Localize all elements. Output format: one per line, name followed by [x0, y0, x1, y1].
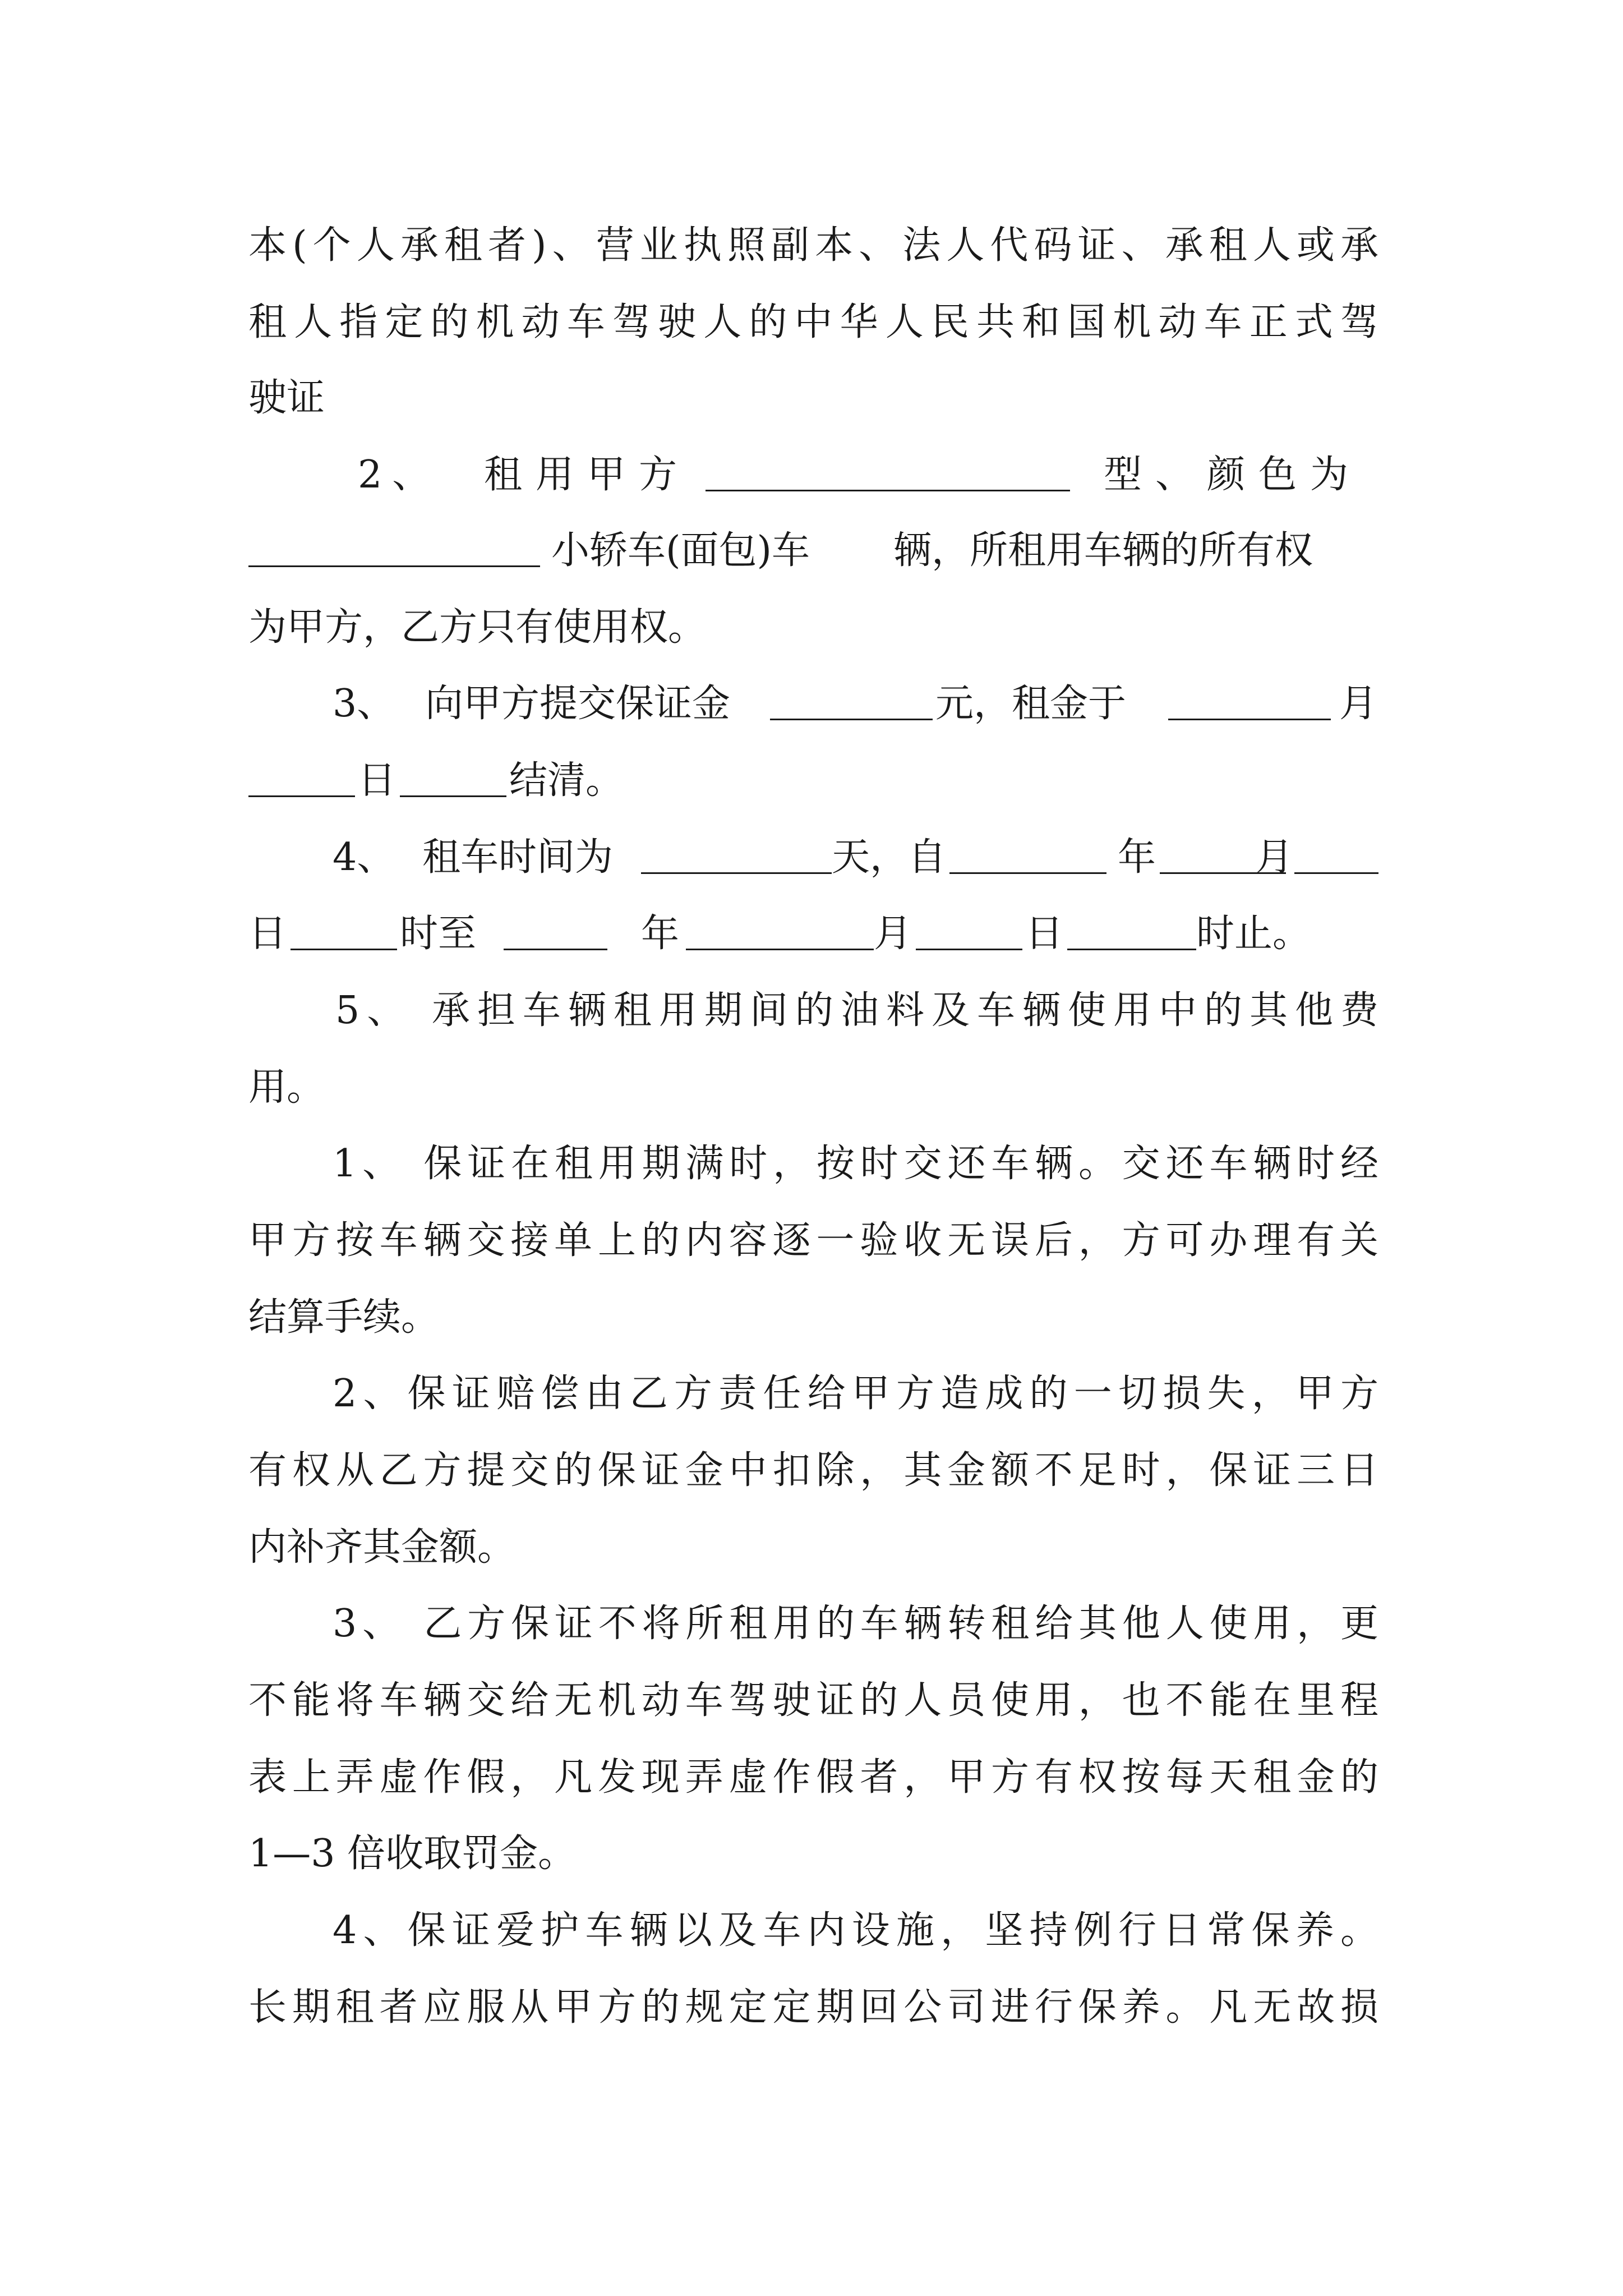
item-number: 2、	[358, 453, 441, 497]
fill-blank	[248, 763, 355, 797]
fill-blank	[916, 916, 1022, 950]
fill-blank	[686, 916, 874, 950]
item-number: 3、	[333, 682, 395, 726]
text-line: 为甲方，乙方只有使用权。	[248, 605, 707, 650]
text-segment: 月	[1255, 835, 1294, 880]
text-line: 用。	[248, 1065, 325, 1110]
fill-blank	[1294, 840, 1378, 874]
text-line: 驶证	[248, 376, 325, 420]
text-segment: 日	[248, 912, 287, 956]
text-segment: 小轿车(面包)车	[551, 528, 810, 573]
text-line: 长期租者应服从甲方的规定定期回公司进行保养。凡无故损	[248, 1985, 1378, 2030]
text-segment: 天，自	[832, 835, 947, 880]
text-line	[248, 517, 1378, 585]
text-segment: 月	[1339, 682, 1378, 726]
text-line: 4、保证爱护车辆以及车内设施，坚持例行日常保养。	[333, 1908, 1378, 1953]
text-line: 1、 保证在租用期满时，按时交还车辆。交还车辆时经	[333, 1142, 1378, 1186]
text-line: 有权从乙方提交的保证金中扣除，其金额不足时，保证三日	[248, 1448, 1378, 1493]
fill-blank	[949, 840, 1106, 874]
text-line: 内补齐其金额。	[248, 1525, 516, 1570]
text-segment: 时至	[400, 912, 477, 956]
text-segment: 日	[1025, 912, 1064, 956]
text-segment: 结清。	[509, 758, 624, 803]
text-segment: 年	[1118, 835, 1156, 880]
text-segment: 元，租金于	[935, 682, 1127, 726]
fill-blank	[400, 763, 506, 797]
text-line: 2、保证赔偿由乙方责任给甲方造成的一切损失，甲方	[333, 1372, 1378, 1416]
text-line	[248, 747, 1378, 815]
text-segment: 日	[358, 758, 396, 803]
text-line	[248, 900, 1378, 968]
text-segment: 向甲方提交保证金	[425, 682, 731, 726]
text-line: 结算手续。	[248, 1295, 440, 1340]
fill-blank	[1067, 916, 1196, 950]
text-segment: 年	[641, 912, 680, 956]
text-segment: 租车时间为	[422, 835, 614, 880]
text-line: 租人指定的机动车驾驶人的中华人民共和国机动车正式驾	[248, 300, 1378, 344]
text-line: 不能将车辆交给无机动车驾驶证的人员使用，也不能在里程	[248, 1678, 1378, 1723]
fill-blank	[504, 916, 607, 950]
text-segment: 辆，所租用车辆的所有权	[893, 528, 1313, 573]
item-number: 4、	[333, 835, 395, 880]
text-segment: 型、颜色为	[1104, 453, 1362, 497]
fill-blank	[291, 916, 397, 950]
text-line: 表上弄虚作假，凡发现弄虚作假者，甲方有权按每天租金的	[248, 1755, 1378, 1800]
text-line	[248, 824, 1378, 891]
text-line: 本(个人承租者)、营业执照副本、法人代码证、承租人或承	[248, 223, 1378, 268]
text-line: 1—3 倍收取罚金。	[248, 1832, 577, 1876]
text-line: 3、 乙方保证不将所租用的车辆转租给其他人使用，更	[333, 1602, 1378, 1646]
text-line	[248, 670, 1378, 738]
text-line	[248, 441, 1378, 509]
text-line: 甲方按车辆交接单上的内容逐一验收无误后，方可办理有关	[248, 1218, 1378, 1263]
text-line: 5、 承担车辆租用期间的油料及车辆使用中的其他费	[335, 988, 1378, 1033]
fill-blank	[641, 840, 832, 874]
fill-blank	[770, 686, 933, 720]
fill-blank	[706, 457, 1070, 491]
fill-blank	[1168, 686, 1331, 720]
text-segment: 租用甲方	[484, 453, 691, 497]
fill-blank	[248, 533, 540, 567]
text-segment: 月	[874, 912, 912, 956]
text-segment: 时止。	[1196, 912, 1311, 956]
